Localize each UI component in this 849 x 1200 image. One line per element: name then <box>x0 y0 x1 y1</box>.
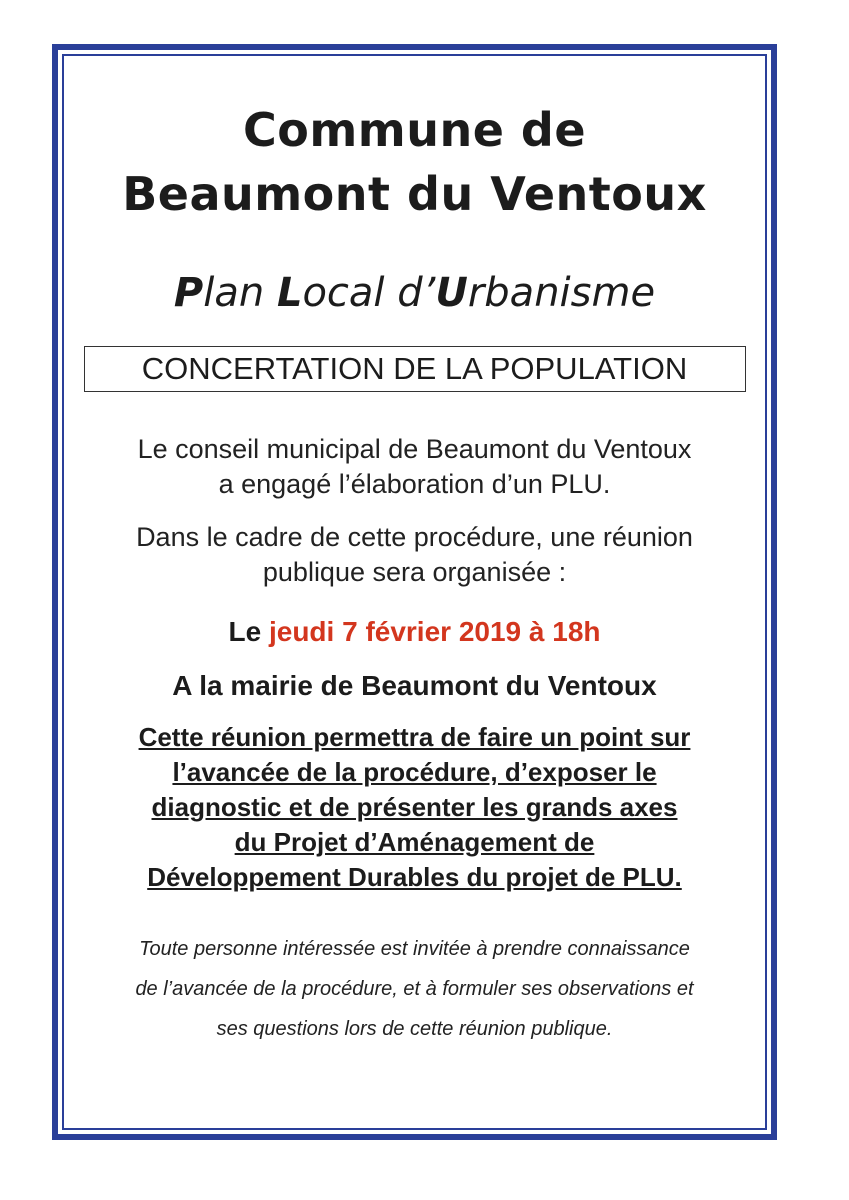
plan-cap-l: L <box>276 270 303 316</box>
description-line-4: du Projet d’Aménagement de <box>234 827 595 857</box>
date-prefix: Le <box>228 616 269 647</box>
procedure-paragraph <box>70 520 759 590</box>
plan-rest-2: ocal d’ <box>302 270 436 316</box>
date-value: jeudi 7 février 2019 à 18h <box>268 616 601 647</box>
plan-subtitle <box>70 270 759 316</box>
note-line-2: de l’avancée de la procédure, et à formuler ses observations et <box>135 978 694 1000</box>
invitation-note <box>70 929 759 1049</box>
notice-content <box>70 58 759 1049</box>
concertation-heading: CONCERTATION DE LA POPULATION <box>84 346 746 392</box>
meeting-date <box>70 616 759 648</box>
intro-line-2: a engagé l’élaboration d’un PLU. <box>218 469 611 499</box>
description-line-5: Développement Durables du projet de PLU. <box>147 862 682 892</box>
meeting-place: A la mairie de Beaumont du Ventoux <box>172 670 657 701</box>
meeting-description <box>70 720 759 895</box>
plan-rest-1: lan <box>203 270 277 316</box>
title-line-1: Commune de <box>242 103 587 157</box>
intro-line-1: Le conseil municipal de Beaumont du Ventoux <box>137 434 692 464</box>
note-line-3: ses questions lors de cette réunion publique. <box>216 1018 613 1040</box>
note-line-1: Toute personne intéressée est invitée à prendre connaissance <box>139 938 690 960</box>
page-title <box>70 98 759 226</box>
plan-rest-3: rbanisme <box>467 270 656 316</box>
procedure-line-1: Dans le cadre de cette procédure, une réunion <box>136 522 693 552</box>
title-line-2: Beaumont du Ventoux <box>122 167 707 221</box>
plan-cap-p: P <box>173 270 204 316</box>
description-line-1: Cette réunion permettra de faire un point sur <box>138 722 691 752</box>
procedure-line-2: publique sera organisée : <box>262 557 567 587</box>
plan-cap-u: U <box>435 270 468 316</box>
description-line-3: diagnostic et de présenter les grands axes <box>151 792 678 822</box>
intro-paragraph <box>70 432 759 502</box>
description-line-2: l’avancée de la procédure, d’exposer le <box>172 757 657 787</box>
